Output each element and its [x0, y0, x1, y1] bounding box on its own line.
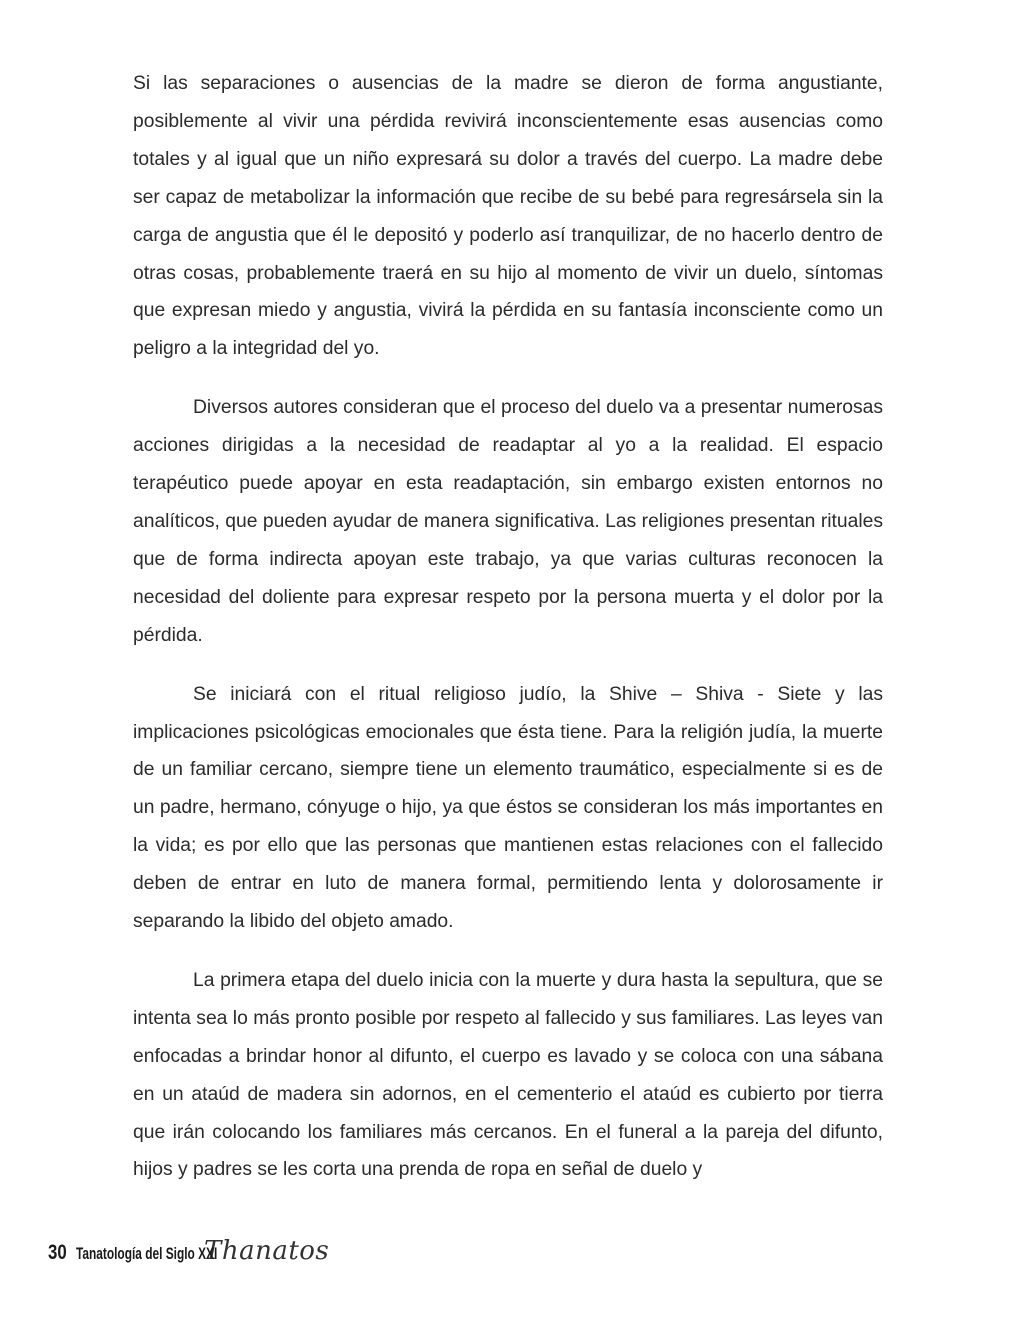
page-number: 30 — [48, 1241, 67, 1264]
journal-name: Tanatología del Siglo XXI — [76, 1244, 218, 1263]
paragraph: La primera etapa del duelo inicia con la muerte y dura hasta la sepultura, que se intenta sea lo más pronto posible por respeto al fallecido y sus familiares. Las leyes van enfocadas a brindar honor al difunto, el cuerpo es lavado y se coloca con una sábana en un ataúd de madera sin adornos, en el cementerio el ataúd es cubierto por tierra que irán colocando los familiares más cercanos. En el funeral a la pareja del difunto, hijos y padres se les corta una prenda de ropa en señal de duelo y — [133, 969, 883, 1181]
paragraph: Diversos autores consideran que el proceso del duelo va a presentar numerosas acciones dirigidas a la necesidad de readaptar al yo a la realidad. El espacio terapéutico puede apoyar en esta readaptación, sin embargo existen entornos no analíticos, que pueden ayudar de manera significativa. Las religiones presentan rituales que de forma indirecta apoyan este trabajo, ya que varias culturas reconocen la necesidad del doliente para expresar respeto por la persona muerta y el dolor por la pérdida. — [133, 397, 883, 646]
page-footer — [48, 1236, 329, 1276]
paragraph: Si las separaciones o ausencias de la madre se dieron de forma angustiante, posiblemente al vivir una pérdida revivirá inconscientemente esas ausencias como totales y al igual que un niño expresará su dolor a través del cuerpo. La madre debe ser capaz de metabolizar la información que recibe de su bebé para regresársela sin la carga de angustia que él le depositó y poderlo así tranquilizar, de no hacerlo dentro de otras cosas, probablemente traerá en su hijo al momento de vivir un duelo, síntomas que expresan miedo y angustia, vivirá la pérdida en su fantasía inconsciente como un peligro a la integridad del yo. — [133, 73, 883, 360]
paragraph: Se iniciará con el ritual religioso judío, la Shive – Shiva - Siete y las implicaciones psicológicas emocionales que ésta tiene. Para la religión judía, la muerte de un familiar cercano, siempre tiene un elemento traumático, especialmente si es de un padre, hermano, cónyuge o hijo, ya que éstos se consideran los más importantes en la vida; es por ello que las personas que mantienen estas relaciones con el fallecido deben de entrar en luto de manera formal, permitiendo lenta y dolorosamente ir separando la libido del objeto amado. — [133, 683, 883, 933]
page-body — [133, 65, 883, 1210]
journal-logo: Thanatos — [204, 1236, 330, 1266]
